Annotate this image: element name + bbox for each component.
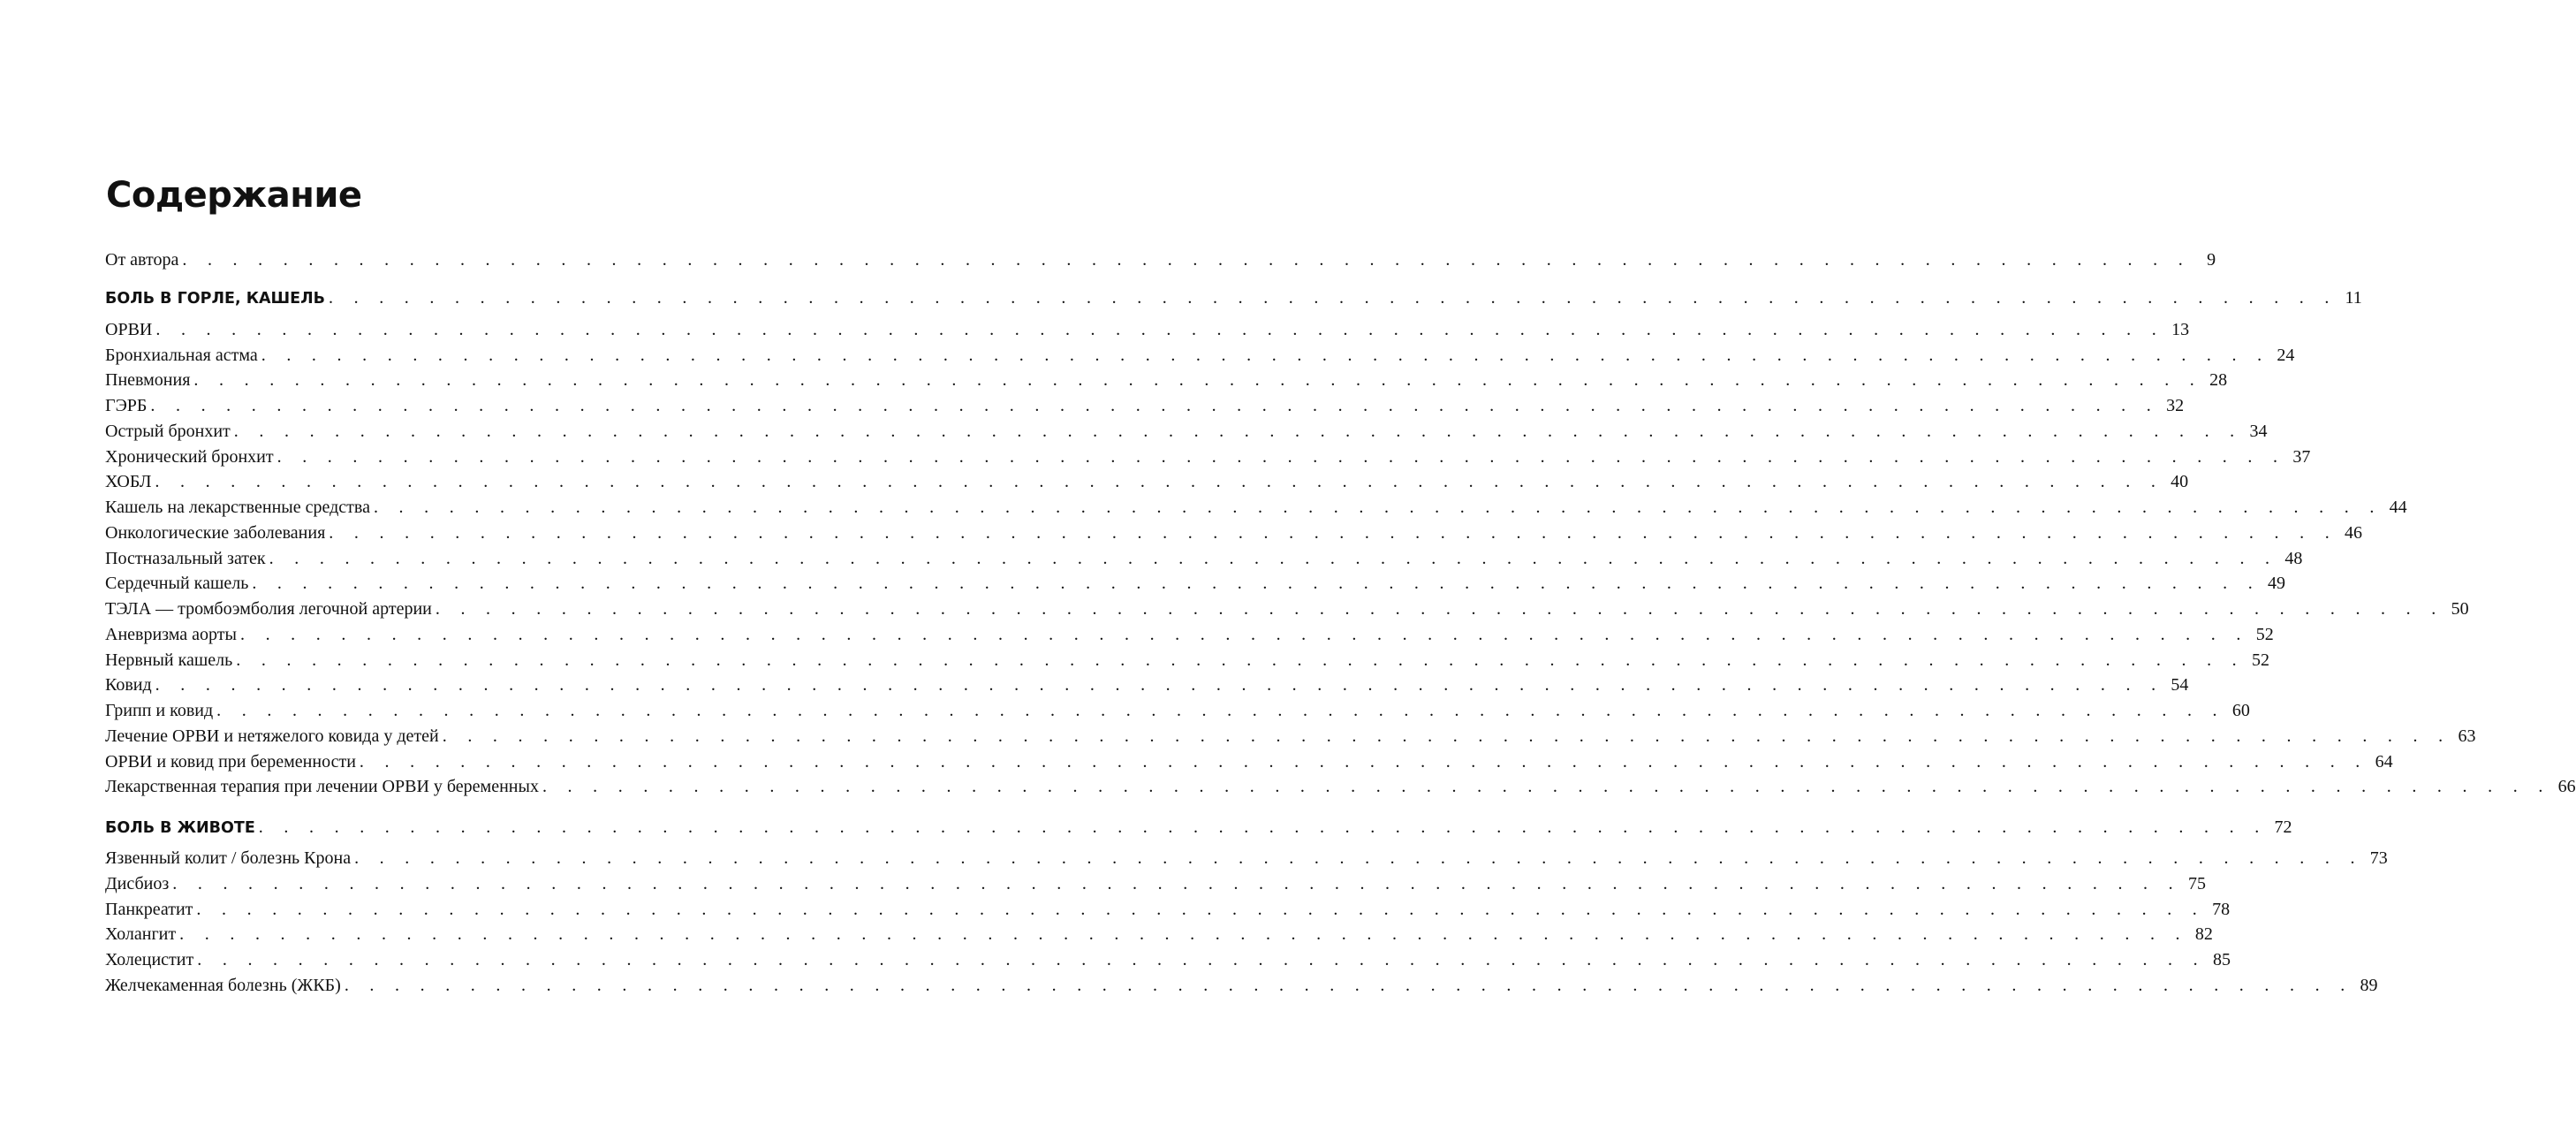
dot-leader: . . . . . . . . . . . . . . . . . . . . . . . . . . . . . . . . . . . . . . . . . . . . . . . . . . . . . . . . . . . . . . . . . . . . . . . . . . . . . . . . — [233, 422, 2243, 441]
toc-entry-page: 54 — [2171, 675, 2189, 695]
toc-section-heading[interactable] — [105, 815, 2292, 840]
toc-entry-label: ОРВИ и ковид при беременности — [105, 752, 356, 772]
toc-entry-label: БОЛЬ В ГОРЛЕ, КАШЕЛЬ — [105, 290, 325, 308]
toc-entry-label: Кашель на лекарственные средства — [105, 498, 370, 517]
dot-leader: . . . . . . . . . . . . . . . . . . . . . . . . . . . . . . . . . . . . . . . . . . . . . . . . . . . . . . . . . . . . . . . . . . . . . . . . . . . . . . . . — [155, 675, 2164, 695]
toc-entry-page: 9 — [2207, 250, 2216, 270]
toc-entry-page: 32 — [2166, 396, 2185, 415]
toc-entry-label: Постназальный затек — [105, 549, 266, 568]
toc-entry-label: Панкреатит — [105, 900, 193, 919]
dot-leader: . . . . . . . . . . . . . . . . . . . . . . . . . . . . . . . . . . . . . . . . . . . . . . . . . . . . . . . . . . . . . . . . . . . . . . . . . . . . . . . . — [435, 599, 2444, 619]
dot-leader: . . . . . . . . . . . . . . . . . . . . . . . . . . . . . . . . . . . . . . . . . . . . . . . . . . . . . . . . . . . . . . . . . . . . . . . . . . . . . . . . — [354, 848, 2363, 868]
toc-entry[interactable] — [105, 947, 2231, 972]
toc-entry-page: 44 — [2389, 498, 2407, 517]
dot-leader: . . . . . . . . . . . . . . . . . . . . . . . . . . . . . . . . . . . . . . . . . . . . . . . . . . . . . . . . . . . . . . . . . . . . . . . . . . . . . . . . — [150, 396, 2160, 415]
toc-entry-label: Желчекаменная болезнь (ЖКБ) — [105, 976, 341, 995]
toc-entry[interactable] — [105, 973, 2378, 998]
toc-entry-page: 66 — [2557, 777, 2576, 796]
toc-entry[interactable] — [105, 749, 2393, 774]
toc-entry-page: 49 — [2268, 574, 2286, 593]
toc-entry-label: Холецистит — [105, 950, 194, 969]
toc-entry-page: 40 — [2171, 472, 2189, 491]
toc-entry-page: 73 — [2369, 848, 2388, 868]
toc-entry[interactable] — [105, 622, 2274, 647]
toc-entry-label: Ковид — [105, 675, 152, 695]
dot-leader: . . . . . . . . . . . . . . . . . . . . . . . . . . . . . . . . . . . . . . . . . . . . . . . . . . . . . . . . . . . . . . . . . . . . . . . . . . . . . . . . — [172, 874, 2181, 893]
page-title: Содержание — [106, 175, 362, 216]
toc-entry-page: 50 — [2451, 599, 2469, 619]
toc-entry-page: 89 — [2360, 976, 2378, 995]
toc-entry-page: 28 — [2209, 370, 2228, 390]
toc-entry-page: 72 — [2274, 817, 2292, 837]
toc-entry[interactable] — [105, 724, 2476, 749]
toc-entry-label: ТЭЛА — тромбоэмболия легочной артерии — [105, 599, 432, 619]
toc-entry-page: 75 — [2187, 874, 2206, 893]
toc-entry-label: ХОБЛ — [105, 472, 152, 491]
dot-leader: . . . . . . . . . . . . . . . . . . . . . . . . . . . . . . . . . . . . . . . . . . . . . . . . . . . . . . . . . . . . . . . . . . . . . . . . . . . . . . . . — [344, 976, 2353, 995]
dot-leader: . . . . . . . . . . . . . . . . . . . . . . . . . . . . . . . . . . . . . . . . . . . . . . . . . . . . . . . . . . . . . . . . . . . . . . . . . . . . . . . . — [261, 346, 2270, 365]
toc-entry[interactable] — [105, 343, 2295, 368]
toc-entry[interactable] — [105, 469, 2189, 494]
dot-leader: . . . . . . . . . . . . . . . . . . . . . . . . . . . . . . . . . . . . . . . . . . . . . . . . . . . . . . . . . . . . . . . . . . . . . . . . . . . . . . . . — [197, 950, 2206, 969]
toc-entry[interactable] — [105, 419, 2268, 444]
toc-section-heading[interactable] — [105, 285, 2362, 310]
toc-entry-page: 64 — [2375, 752, 2393, 772]
toc-entry-label: Дисбиоз — [105, 874, 170, 893]
toc-entry[interactable] — [105, 521, 2362, 545]
toc-entry-page: 48 — [2284, 549, 2303, 568]
toc-entry-label: ОРВИ — [105, 320, 153, 339]
dot-leader: . . . . . . . . . . . . . . . . . . . . . . . . . . . . . . . . . . . . . . . . . . . . . . . . . . . . . . . . . . . . . . . . . . . . . . . . . . . . . . . . — [155, 320, 2165, 339]
toc-entry-label: Острый бронхит — [105, 422, 231, 441]
toc-entry-label: Лечение ОРВИ и нетяжелого ковида у детей — [105, 726, 439, 746]
dot-leader: . . . . . . . . . . . . . . . . . . . . . . . . . . . . . . . . . . . . . . . . . . . . . . . . . . . . . . . . . . . . . . . . . . . . . . . . . . . . . . . . — [236, 650, 2245, 670]
toc-entry-label: Хронический бронхит — [105, 447, 274, 467]
toc-entry-page: 63 — [2458, 726, 2476, 746]
toc-entry[interactable] — [105, 846, 2388, 871]
dot-leader: . . . . . . . . . . . . . . . . . . . . . . . . . . . . . . . . . . . . . . . . . . . . . . . . . . . . . . . . . . . . . . . . . . . . . . . . . . . . . . . . — [239, 625, 2249, 644]
dot-leader: . . . . . . . . . . . . . . . . . . . . . . . . . . . . . . . . . . . . . . . . . . . . . . . . . . . . . . . . . . . . . . . . . . . . . . . . . . . . . . . . — [196, 900, 2206, 919]
toc-entry[interactable] — [105, 648, 2269, 673]
toc-entry-label: Онкологические заболевания — [105, 523, 326, 543]
toc-entry-page: 13 — [2171, 320, 2190, 339]
dot-leader: . . . . . . . . . . . . . . . . . . . . . . . . . . . . . . . . . . . . . . . . . . . . . . . . . . . . . . . . . . . . . . . . . . . . . . . . . . . . . . . . — [359, 752, 2368, 772]
toc-entry-label: Холангит — [105, 924, 177, 944]
dot-leader: . . . . . . . . . . . . . . . . . . . . . . . . . . . . . . . . . . . . . . . . . . . . . . . . . . . . . . . . . . . . . . . . . . . . . . . . . . . . . . . . — [258, 817, 2268, 837]
toc-entry-label: Язвенный колит / болезнь Крона — [105, 848, 352, 868]
dot-leader: . . . . . . . . . . . . . . . . . . . . . . . . . . . . . . . . . . . . . . . . . . . . . . . . . . . . . . . . . . . . . . . . . . . . . . . . . . . . . . . . — [155, 472, 2164, 491]
dot-leader: . . . . . . . . . . . . . . . . . . . . . . . . . . . . . . . . . . . . . . . . . . . . . . . . . . . . . . . . . . . . . . . . . . . . . . . . . . . . . . . . — [193, 370, 2203, 390]
toc-entry-page: 24 — [2277, 346, 2295, 365]
dot-leader: . . . . . . . . . . . . . . . . . . . . . . . . . . . . . . . . . . . . . . . . . . . . . . . . . . . . . . . . . . . . . . . . . . . . . . . . . . . . . . . . — [329, 288, 2337, 308]
toc-entry[interactable] — [105, 871, 2206, 896]
toc-entry-page: 60 — [2231, 701, 2250, 720]
toc-entry-label: Нервный кашель — [105, 650, 233, 670]
dot-leader: . . . . . . . . . . . . . . . . . . . . . . . . . . . . . . . . . . . . . . . . . . . . . . . . . . . . . . . . . . . . . . . . . . . . . . . . . . . . . . . . — [179, 924, 2188, 944]
toc-entry[interactable] — [105, 774, 2576, 799]
dot-leader: . . . . . . . . . . . . . . . . . . . . . . . . . . . . . . . . . . . . . . . . . . . . . . . . . . . . . . . . . . . . . . . . . . . . . . . . . . . . . . . . — [182, 250, 2192, 270]
toc-entry[interactable] — [105, 393, 2185, 418]
toc-entry-label: Грипп и ковид — [105, 701, 214, 720]
toc-entry[interactable] — [105, 897, 2231, 922]
toc-entry-page: 46 — [2345, 523, 2362, 543]
toc-entry-label: Бронхиальная астма — [105, 346, 258, 365]
toc-entry-label: Аневризма аорты — [105, 625, 237, 644]
dot-leader: . . . . . . . . . . . . . . . . . . . . . . . . . . . . . . . . . . . . . . . . . . . . . . . . . . . . . . . . . . . . . . . . . . . . . . . . . . . . . . . . — [252, 574, 2262, 593]
toc-entry-label: ГЭРБ — [105, 396, 148, 415]
toc-entry-page: 37 — [2292, 447, 2311, 467]
toc-entry[interactable] — [105, 445, 2311, 469]
dot-leader: . . . . . . . . . . . . . . . . . . . . . . . . . . . . . . . . . . . . . . . . . . . . . . . . . . . . . . . . . . . . . . . . . . . . . . . . . . . . . . . . — [329, 523, 2337, 543]
toc-entry-page: 85 — [2212, 950, 2231, 969]
toc-entry[interactable] — [105, 247, 2216, 272]
toc-entry-label: Сердечный кашель — [105, 574, 249, 593]
toc-entry-page: 52 — [2251, 650, 2269, 670]
toc-entry[interactable] — [105, 922, 2213, 947]
toc-entry-label: От автора — [105, 250, 179, 270]
toc-entry[interactable] — [105, 698, 2250, 723]
dot-leader: . . . . . . . . . . . . . . . . . . . . . . . . . . . . . . . . . . . . . . . . . . . . . . . . . . . . . . . . . . . . . . . . . . . . . . . . . . . . . . . . — [542, 777, 2551, 796]
toc-entry[interactable] — [105, 571, 2286, 596]
toc-entry[interactable] — [105, 673, 2189, 697]
toc-entry-page: 82 — [2194, 924, 2213, 944]
toc-entry-page: 11 — [2345, 288, 2362, 308]
dot-leader: . . . . . . . . . . . . . . . . . . . . . . . . . . . . . . . . . . . . . . . . . . . . . . . . . . . . . . . . . . . . . . . . . . . . . . . . . . . . . . . . — [216, 701, 2225, 720]
toc-entry-page: 34 — [2249, 422, 2268, 441]
toc-entry-label: БОЛЬ В ЖИВОТЕ — [105, 819, 255, 837]
toc-entry[interactable] — [105, 597, 2469, 621]
dot-leader: . . . . . . . . . . . . . . . . . . . . . . . . . . . . . . . . . . . . . . . . . . . . . . . . . . . . . . . . . . . . . . . . . . . . . . . . . . . . . . . . — [373, 498, 2383, 517]
toc-entry-label: Пневмония — [105, 370, 191, 390]
dot-leader: . . . . . . . . . . . . . . . . . . . . . . . . . . . . . . . . . . . . . . . . . . . . . . . . . . . . . . . . . . . . . . . . . . . . . . . . . . . . . . . . — [269, 549, 2278, 568]
toc-entry[interactable] — [105, 368, 2228, 392]
toc-entry-label: Лекарственная терапия при лечении ОРВИ у беременных — [105, 777, 539, 796]
dot-leader: . . . . . . . . . . . . . . . . . . . . . . . . . . . . . . . . . . . . . . . . . . . . . . . . . . . . . . . . . . . . . . . . . . . . . . . . . . . . . . . . — [442, 726, 2451, 746]
toc-entry-page: 78 — [2212, 900, 2231, 919]
toc-entry[interactable] — [105, 317, 2190, 342]
dot-leader: . . . . . . . . . . . . . . . . . . . . . . . . . . . . . . . . . . . . . . . . . . . . . . . . . . . . . . . . . . . . . . . . . . . . . . . . . . . . . . . . — [277, 447, 2286, 467]
toc-entry[interactable] — [105, 546, 2303, 571]
toc-entry[interactable] — [105, 495, 2407, 520]
toc-entry-page: 52 — [2255, 625, 2274, 644]
